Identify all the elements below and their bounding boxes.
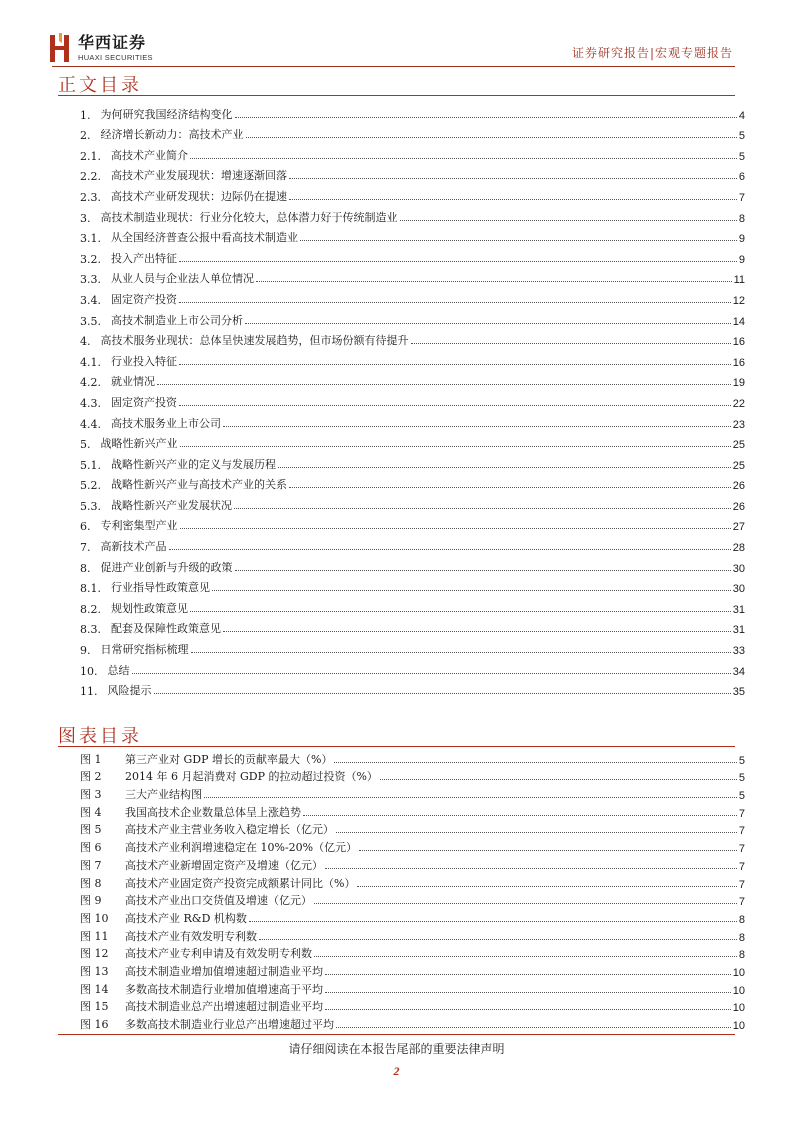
toc-entry-label: 固定资产投资: [111, 292, 177, 306]
dot-leader: [380, 779, 737, 780]
toc-entry[interactable]: [80, 431, 745, 452]
dot-leader: [132, 673, 731, 674]
toc-entry-label: 配套及保障性政策意见: [111, 622, 221, 636]
figure-entry-page: 8: [738, 949, 745, 962]
figure-entry-label: 高技术制造业总产出增速超过制造业平均: [125, 1000, 323, 1014]
toc-entry-label: 高技术产业简介: [111, 148, 188, 162]
figure-entry-page: 10: [732, 966, 745, 979]
figure-entry-page: 7: [738, 860, 745, 873]
figure-entry-number: 图 6: [80, 841, 102, 855]
toc-entry[interactable]: [80, 225, 745, 246]
toc-entry-page: 25: [732, 459, 745, 472]
dot-leader: [212, 590, 731, 591]
toc-entry[interactable]: [80, 451, 745, 472]
toc-entry-label: 为何研究我国经济结构变化: [100, 107, 233, 121]
toc-entry-number: 2.2.: [80, 170, 101, 184]
toc-entry-page: 4: [738, 109, 745, 122]
toc-entry[interactable]: [80, 410, 745, 431]
figure-entry-number: 图 2: [80, 770, 102, 784]
page-number: 2: [393, 1064, 400, 1078]
figure-entry-label: 高技术产业利润增速稳定在 10%-20%（亿元）: [125, 841, 358, 855]
figure-entry[interactable]: [80, 855, 745, 873]
figures-list: [80, 749, 745, 1032]
figure-entry-page: 5: [738, 772, 745, 785]
dot-leader: [204, 797, 737, 798]
dot-leader: [180, 446, 731, 447]
figure-entry[interactable]: [80, 837, 745, 855]
toc-entry-number: 8.3.: [80, 623, 101, 637]
figure-entry[interactable]: [80, 926, 745, 944]
figure-entry-page: 7: [738, 843, 745, 856]
toc-title: 正文目录: [58, 75, 142, 96]
toc-entry-number: 4.: [80, 335, 91, 349]
brand-name-cn: 华西证券: [78, 32, 147, 52]
dot-leader: [325, 868, 737, 869]
dot-leader: [325, 974, 731, 975]
toc-entry-page: 33: [732, 645, 745, 658]
toc-entry-label: 日常研究指标梳理: [100, 643, 189, 657]
toc-entry-number: 3.4.: [80, 293, 101, 307]
brand-name-en: HUAXI SECURITIES: [78, 52, 153, 62]
toc-entry-label: 高技术产业研发现状：边际仍在提速: [111, 189, 287, 203]
toc-entry-page: 11: [733, 274, 745, 287]
figure-entry[interactable]: [80, 997, 745, 1015]
toc-list: [80, 101, 745, 698]
toc-entry-page: 34: [732, 665, 745, 678]
toc-entry-label: 专利密集型产业: [100, 519, 178, 533]
toc-entry-page: 6: [738, 171, 745, 184]
toc-entry[interactable]: [80, 678, 745, 699]
dot-leader: [190, 611, 731, 612]
figure-entry-label: 高技术产业 R&D 机构数: [125, 911, 247, 925]
dot-leader: [314, 956, 737, 957]
toc-entry-label: 从业人员与企业法人单位情况: [111, 272, 254, 286]
figure-entry[interactable]: [80, 820, 745, 838]
header-divider: [52, 66, 735, 67]
toc-entry-number: 9.: [80, 644, 91, 658]
figure-entry[interactable]: [80, 1014, 745, 1032]
dot-leader: [179, 364, 731, 365]
toc-entry-label: 战略性新兴产业与高技术产业的关系: [111, 478, 287, 492]
figure-entry-number: 图 14: [80, 982, 109, 996]
toc-entry-page: 30: [732, 562, 745, 575]
toc-entry-number: 11.: [80, 685, 98, 699]
dot-leader: [235, 570, 731, 571]
figure-entry-label: 高技术产业有效发明专利数: [125, 929, 257, 943]
toc-entry-page: 19: [732, 377, 745, 390]
toc-entry[interactable]: [80, 575, 745, 596]
figure-entry-page: 7: [738, 807, 745, 820]
toc-entry[interactable]: [80, 183, 745, 204]
toc-entry-number: 2.3.: [80, 190, 101, 204]
toc-entry-label: 风险提示: [107, 684, 152, 698]
dot-leader: [190, 158, 737, 159]
toc-entry-number: 5.1.: [80, 458, 101, 472]
figure-entry-number: 图 13: [80, 964, 109, 978]
toc-entry[interactable]: [80, 554, 745, 575]
footer-divider: [58, 1034, 735, 1035]
figure-entry-page: 10: [732, 1002, 745, 1015]
dot-leader: [191, 652, 731, 653]
dot-leader: [289, 487, 731, 488]
toc-entry-label: 战略性新兴产业: [100, 437, 178, 451]
toc-entry-label: 高技术产业发展现状：增速逐渐回落: [111, 169, 287, 183]
dot-leader: [259, 939, 737, 940]
dot-leader: [249, 921, 737, 922]
dot-leader: [325, 1009, 731, 1010]
toc-entry-label: 战略性新兴产业发展状况: [111, 498, 232, 512]
toc-entry[interactable]: [80, 533, 745, 554]
figure-entry-number: 图 9: [80, 894, 102, 908]
toc-entry-page: 31: [732, 603, 745, 616]
dot-leader: [180, 528, 731, 529]
dot-leader: [223, 631, 731, 632]
toc-entry-number: 3.2.: [80, 252, 101, 266]
dot-leader: [303, 815, 737, 816]
toc-entry-page: 26: [732, 500, 745, 513]
toc-entry[interactable]: [80, 245, 745, 266]
figure-entry-label: 我国高技术企业数量总体呈上涨趋势: [125, 805, 301, 819]
toc-entry-number: 4.3.: [80, 396, 101, 410]
toc-entry-page: 26: [732, 480, 745, 493]
figure-entry-label: 三大产业结构图: [125, 788, 202, 802]
toc-entry-number: 3.: [80, 211, 91, 225]
figure-entry-page: 5: [738, 790, 745, 803]
toc-entry-number: 8.: [80, 561, 91, 575]
toc-entry[interactable]: [80, 348, 745, 369]
toc-entry[interactable]: [80, 286, 745, 307]
toc-entry[interactable]: [80, 389, 745, 410]
dot-leader: [400, 220, 737, 221]
toc-entry-label: 行业指导性政策意见: [111, 581, 210, 595]
toc-entry-page: 14: [732, 315, 745, 328]
toc-entry-number: 8.2.: [80, 602, 101, 616]
toc-entry[interactable]: [80, 328, 745, 349]
figure-entry-label: 高技术产业专利申请及有效发明专利数: [125, 947, 312, 961]
toc-entry-page: 12: [732, 294, 745, 307]
dot-leader: [223, 426, 731, 427]
figure-entry-label: 高技术产业新增固定资产及增速（亿元）: [125, 858, 323, 872]
figure-entry-number: 图 4: [80, 805, 102, 819]
toc-entry-page: 8: [738, 212, 745, 225]
toc-entry-number: 5.3.: [80, 499, 101, 513]
toc-entry-label: 投入产出特征: [111, 251, 177, 265]
toc-entry-label: 固定资产投资: [111, 395, 177, 409]
toc-entry-number: 8.1.: [80, 582, 101, 596]
toc-entry-number: 6.: [80, 520, 91, 534]
toc-entry-label: 高技术制造业上市公司分析: [111, 313, 243, 327]
figure-entry-number: 图 3: [80, 788, 102, 802]
toc-entry[interactable]: [80, 163, 745, 184]
toc-entry[interactable]: [80, 513, 745, 534]
figure-entry-number: 图 10: [80, 911, 109, 925]
toc-entry-number: 3.1.: [80, 232, 101, 246]
figure-entry[interactable]: [80, 908, 745, 926]
toc-entry-page: 35: [732, 686, 745, 699]
toc-title-divider: [58, 95, 735, 96]
figure-entry[interactable]: [80, 891, 745, 909]
figure-entry-page: 7: [738, 825, 745, 838]
toc-entry-number: 5.: [80, 438, 91, 452]
figure-entry[interactable]: [80, 944, 745, 962]
toc-entry-number: 7.: [80, 541, 91, 555]
figure-entry-label: 多数高技术制造行业增加值增速高于平均: [125, 982, 323, 996]
figures-title-divider: [58, 746, 735, 747]
toc-entry-number: 3.3.: [80, 273, 101, 287]
toc-entry-page: 25: [732, 439, 745, 452]
toc-entry-label: 高技术制造业现状：行业分化较大，总体潜力好于传统制造业: [100, 210, 398, 224]
toc-entry-page: 9: [738, 253, 745, 266]
toc-entry[interactable]: [80, 266, 745, 287]
figure-entry-number: 图 7: [80, 858, 102, 872]
toc-entry-page: 30: [732, 583, 745, 596]
report-type: 证券研究报告|宏观专题报告: [571, 46, 733, 60]
dot-leader: [179, 405, 731, 406]
dot-leader: [169, 549, 731, 550]
toc-entry-label: 总结: [107, 663, 130, 677]
toc-entry[interactable]: [80, 492, 745, 513]
toc-entry-number: 5.2.: [80, 479, 101, 493]
toc-entry[interactable]: [80, 472, 745, 493]
figure-entry[interactable]: [80, 802, 745, 820]
toc-entry-page: 28: [732, 542, 745, 555]
toc-entry-page: 22: [732, 397, 745, 410]
toc-entry-label: 战略性新兴产业的定义与发展历程: [111, 457, 276, 471]
figure-entry-number: 图 12: [80, 947, 109, 961]
toc-entry[interactable]: [80, 101, 745, 122]
figure-entry-number: 图 16: [80, 1018, 109, 1031]
dot-leader: [179, 261, 737, 262]
toc-entry-number: 10.: [80, 664, 98, 678]
dot-leader: [179, 302, 731, 303]
dot-leader: [336, 1027, 731, 1028]
toc-entry-label: 促进产业创新与升级的政策: [100, 560, 233, 574]
brand-logo: [50, 31, 153, 65]
dot-leader: [235, 117, 737, 118]
dot-leader: [246, 137, 737, 138]
dot-leader: [411, 343, 731, 344]
figure-entry-label: 2014 年 6 月起消费对 GDP 的拉动超过投资（%）: [125, 770, 378, 784]
figure-entry-label: 多数高技术制造业行业总产出增速超过平均: [125, 1018, 334, 1031]
toc-entry-page: 16: [732, 356, 745, 369]
figure-entry-page: 8: [738, 913, 745, 926]
toc-entry-page: 5: [738, 130, 745, 143]
figure-entry-page: 5: [738, 754, 745, 767]
figure-entry-number: 图 1: [80, 752, 102, 766]
toc-entry-number: 4.2.: [80, 376, 101, 390]
figure-entry-label: 第三产业对 GDP 增长的贡献率最大（%）: [125, 752, 333, 766]
toc-entry-label: 规划性政策意见: [111, 601, 188, 615]
dot-leader: [289, 178, 737, 179]
dot-leader: [357, 886, 736, 887]
figure-entry-number: 图 11: [80, 929, 109, 943]
legal-disclaimer-link[interactable]: 请仔细阅读在本报告尾部的重要法律声明: [288, 1042, 505, 1056]
toc-entry[interactable]: [80, 142, 745, 163]
dot-leader: [256, 281, 732, 282]
figure-entry[interactable]: [80, 749, 745, 767]
figures-title: 图表目录: [58, 726, 142, 747]
toc-entry-page: 7: [738, 191, 745, 204]
toc-entry-label: 从全国经济普查公报中看高技术制造业: [111, 231, 298, 245]
dot-leader: [154, 693, 731, 694]
dot-leader: [359, 850, 737, 851]
toc-entry[interactable]: [80, 204, 745, 225]
toc-entry-page: 23: [732, 418, 745, 431]
figure-entry-number: 图 15: [80, 1000, 109, 1014]
figure-entry[interactable]: [80, 961, 745, 979]
figure-entry[interactable]: [80, 767, 745, 785]
dot-leader: [314, 903, 737, 904]
toc-entry-label: 经济增长新动力：高技术产业: [100, 128, 244, 142]
toc-entry[interactable]: [80, 636, 745, 657]
toc-entry[interactable]: [80, 595, 745, 616]
toc-entry[interactable]: [80, 657, 745, 678]
dot-leader: [245, 323, 731, 324]
dot-leader: [334, 762, 736, 763]
dot-leader: [300, 240, 737, 241]
toc-entry-number: 4.1.: [80, 355, 101, 369]
toc-entry-label: 高新技术产品: [100, 540, 167, 554]
toc-entry[interactable]: [80, 122, 745, 143]
toc-entry-number: 2.1.: [80, 149, 101, 163]
toc-entry-page: 5: [738, 150, 745, 163]
toc-entry-page: 16: [732, 336, 745, 349]
dot-leader: [157, 384, 731, 385]
figure-entry-page: 10: [732, 1020, 745, 1032]
figure-entry-label: 高技术产业固定资产投资完成额累计同比（%）: [125, 876, 356, 890]
dot-leader: [289, 199, 737, 200]
figure-entry-page: 8: [738, 931, 745, 944]
figure-entry[interactable]: [80, 979, 745, 997]
figure-entry-number: 图 8: [80, 876, 102, 890]
figure-entry-page: 7: [738, 896, 745, 909]
figure-entry-number: 图 5: [80, 823, 102, 837]
figure-entry[interactable]: [80, 873, 745, 891]
figure-entry[interactable]: [80, 784, 745, 802]
figure-entry-label: 高技术产业主营业务收入稳定增长（亿元）: [125, 823, 334, 837]
toc-entry-page: 27: [732, 521, 745, 534]
toc-entry-label: 就业情况: [111, 375, 155, 389]
toc-entry-label: 高技术服务业现状：总体呈快速发展趋势，但市场份额有待提升: [100, 334, 409, 348]
toc-entry-number: 4.4.: [80, 417, 101, 431]
figure-entry-label: 高技术产业出口交货值及增速（亿元）: [125, 894, 312, 908]
toc-entry-label: 高技术服务业上市公司: [111, 416, 221, 430]
toc-entry[interactable]: [80, 307, 745, 328]
toc-entry[interactable]: [80, 616, 745, 637]
dot-leader: [278, 467, 731, 468]
dot-leader: [325, 992, 731, 993]
figure-entry-label: 高技术制造业增加值增速超过制造业平均: [125, 964, 323, 978]
toc-entry-number: 2.: [80, 129, 91, 143]
toc-entry-number: 3.5.: [80, 314, 101, 328]
figure-entry-page: 7: [738, 878, 745, 891]
toc-entry-label: 行业投入特征: [111, 354, 177, 368]
toc-entry-page: 31: [732, 624, 745, 637]
huaxi-logo-icon: [50, 33, 72, 63]
dot-leader: [336, 832, 737, 833]
dot-leader: [234, 508, 731, 509]
figure-entry-page: 10: [732, 984, 745, 997]
toc-entry-number: 1.: [80, 108, 91, 122]
toc-entry[interactable]: [80, 369, 745, 390]
toc-entry-page: 9: [738, 233, 745, 246]
